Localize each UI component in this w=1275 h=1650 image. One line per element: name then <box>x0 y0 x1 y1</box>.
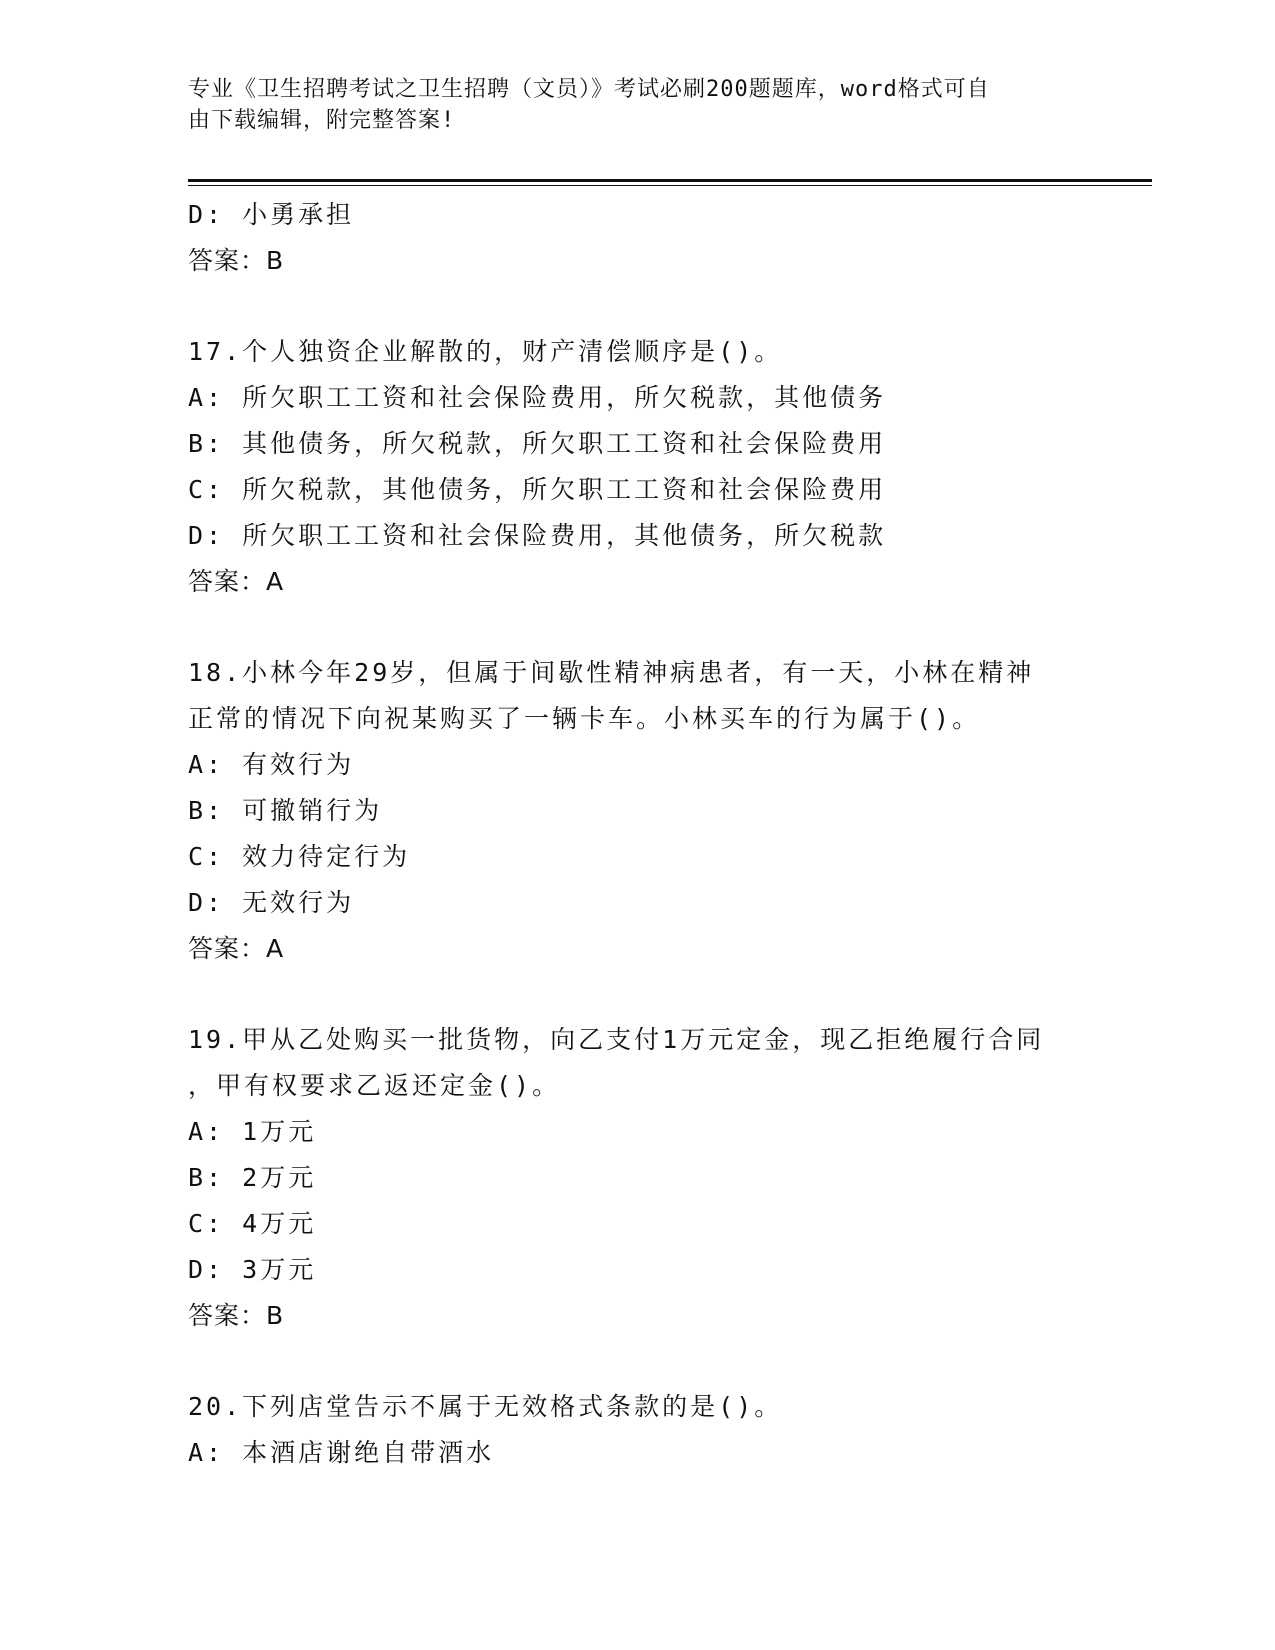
header-rule-thin <box>188 185 1152 186</box>
question-18-option-a: A: 有效行为 <box>188 750 355 779</box>
question-19-stem-line-1: 19.甲从乙处购买一批货物，向乙支付1万元定金，现乙拒绝履行合同 <box>188 1025 1045 1054</box>
question-19 <box>188 1017 1088 1339</box>
question-18-option-c: C: 效力待定行为 <box>188 842 411 871</box>
spacer <box>188 284 1088 329</box>
question-17-option-a: A: 所欠职工工资和社会保险费用，所欠税款，其他债务 <box>188 383 887 412</box>
header-line-1: 专业《卫生招聘考试之卫生招聘（文员）》考试必刷200题题库，word格式可自 <box>188 77 990 102</box>
question-20 <box>188 1384 1088 1476</box>
question-17-option-d: D: 所欠职工工资和社会保险费用，其他债务，所欠税款 <box>188 521 887 550</box>
question-19-option-a: A: 1万元 <box>188 1117 317 1146</box>
question-18-option-d: D: 无效行为 <box>188 888 355 917</box>
question-list <box>188 192 1088 1476</box>
question-17-option-b: B: 其他债务，所欠税款，所欠职工工资和社会保险费用 <box>188 429 887 458</box>
question-19-option-d: D: 3万元 <box>188 1255 317 1284</box>
carryover-option-d: D: 小勇承担 <box>188 200 355 229</box>
question-17 <box>188 329 1088 605</box>
question-18 <box>188 650 1088 972</box>
spacer <box>188 1339 1088 1384</box>
question-18-stem-line-1: 18.小林今年29岁，但属于间歇性精神病患者，有一天，小林在精神 <box>188 658 1035 687</box>
question-19-option-b: B: 2万元 <box>188 1163 317 1192</box>
carryover-answer: 答案：B <box>188 246 285 275</box>
question-19-answer: 答案：B <box>188 1301 285 1330</box>
question-18-answer: 答案：A <box>188 934 285 963</box>
header-line-2: 由下载编辑，附完整答案! <box>188 108 456 133</box>
question-19-stem-line-2: ，甲有权要求乙返还定金()。 <box>188 1071 561 1100</box>
spacer <box>188 972 1088 1017</box>
question-19-option-c: C: 4万元 <box>188 1209 317 1238</box>
question-18-stem-line-2: 正常的情况下向祝某购买了一辆卡车。小林买车的行为属于()。 <box>188 704 981 733</box>
question-17-stem: 17.个人独资企业解散的，财产清偿顺序是()。 <box>188 337 783 366</box>
question-17-answer: 答案：A <box>188 567 285 596</box>
document-header <box>188 74 1068 136</box>
header-rule-thick <box>188 179 1152 182</box>
question-20-option-a: A: 本酒店谢绝自带酒水 <box>188 1438 495 1467</box>
spacer <box>188 605 1088 650</box>
question-17-option-c: C: 所欠税款，其他债务，所欠职工工资和社会保险费用 <box>188 475 887 504</box>
question-18-option-b: B: 可撤销行为 <box>188 796 383 825</box>
question-20-stem: 20.下列店堂告示不属于无效格式条款的是()。 <box>188 1392 783 1421</box>
